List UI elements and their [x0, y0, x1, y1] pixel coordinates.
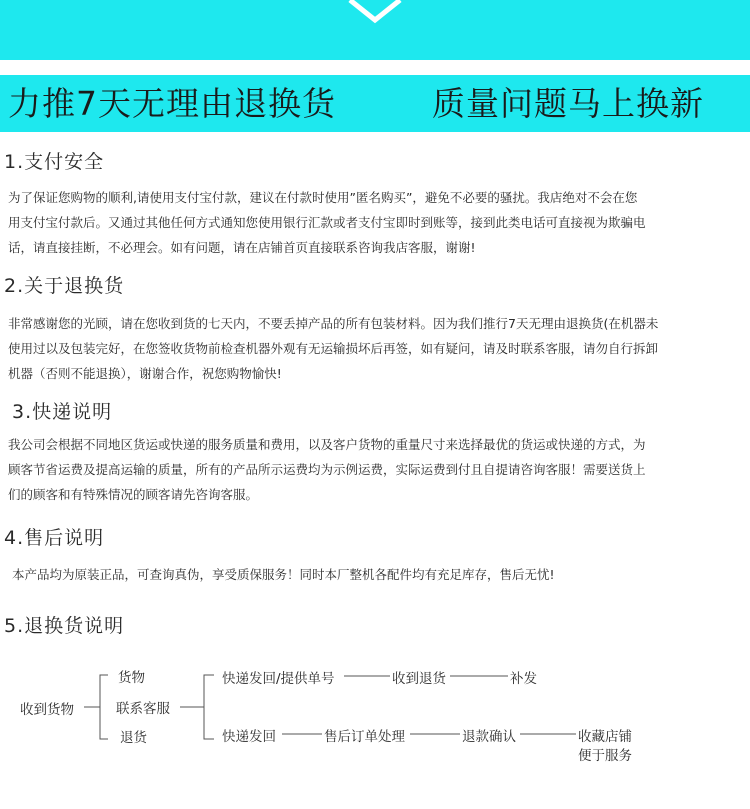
promo-banner	[0, 75, 750, 132]
section-heading-return-flow: 5.退换货说明	[4, 615, 125, 637]
banner-right-text: 质量问题马上换新	[432, 84, 704, 123]
return-flow-diagram	[0, 650, 750, 809]
flow-step: 收藏店铺	[578, 729, 632, 745]
section-body-returns	[8, 311, 744, 386]
flow-step: 快递发回	[222, 729, 276, 745]
body-line: 使用过以及包装完好，在您签收货物前检查机器外观有无运输损坏后再签，如有疑问，请及时联系客服，请勿自行拆卸	[8, 341, 659, 356]
banner-left-text: 力推7天无理由退换货	[8, 84, 336, 123]
body-line: 我公司会根据不同地区货运或快递的服务质量和费用，以及客户货物的重量尺寸来选择最优的货运或快递的方式，为	[8, 437, 646, 452]
section-body-aftersales	[12, 562, 748, 587]
section-heading-aftersales: 4.售后说明	[4, 527, 105, 549]
body-line: 顾客节省运费及提高运输的质量，所有的产品所示运费均为示例运费，实际运费到付且自提请咨询客服！需要送货上	[8, 462, 646, 477]
flow-step: 收到退货	[392, 671, 446, 687]
flow-step: 便于服务	[578, 748, 632, 764]
flow-branch-service: 联系客服	[116, 701, 170, 717]
chevron-down-icon	[348, 0, 402, 24]
section-body-shipping	[8, 432, 744, 507]
flow-step: 补发	[510, 671, 537, 687]
flow-step: 退款确认	[462, 729, 516, 745]
body-line: 用支付宝付款后。又通过其他任何方式通知您使用银行汇款或者支付宝即时到账等，接到此类电话可直接视为欺骗电	[8, 215, 646, 230]
section-heading-payment: 1.支付安全	[4, 151, 105, 173]
flow-step: 快递发回/提供单号	[222, 671, 335, 687]
flow-root: 收到货物	[20, 702, 74, 718]
body-line: 话，请直接挂断，不必理会。如有问题，请在店铺首页直接联系咨询我店客服，谢谢!	[8, 240, 476, 255]
body-line: 非常感谢您的光顾，请在您收到货的七天内，不要丢掉产品的所有包装材料。因为我们推行7天无理由退换货(在机器未	[8, 316, 659, 331]
section-heading-returns: 2.关于退换货	[4, 275, 125, 297]
flow-branch-return: 退货	[120, 730, 147, 746]
body-line: 机器（否则不能退换），谢谢合作，祝您购物愉快!	[8, 366, 282, 381]
body-line: 们的顾客和有特殊情况的顾客请先咨询客服。	[8, 487, 259, 502]
flow-branch-goods: 货物	[118, 670, 145, 686]
body-line: 为了保证您购物的顺利,请使用支付宝付款，建议在付款时使用”匿名购买”，避免不必要的骚扰。我店绝对不会在您	[8, 190, 638, 205]
section-body-payment	[8, 185, 744, 260]
flow-step: 售后订单处理	[324, 729, 405, 745]
section-heading-shipping: 3.快递说明	[12, 401, 113, 423]
body-line: 本产品均为原装正品，可查询真伪，享受质保服务！同时本厂整机各配件均有充足库存，售后无忧!	[12, 567, 555, 582]
